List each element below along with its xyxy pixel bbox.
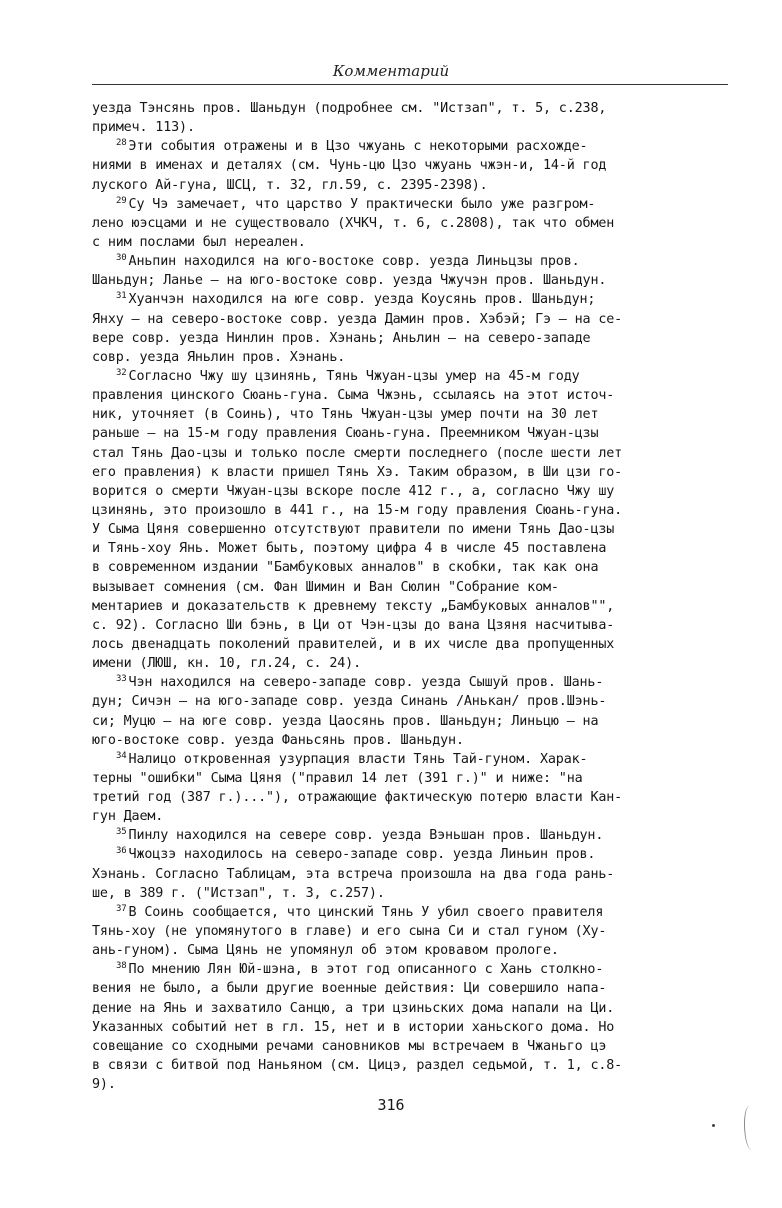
note-34-first-line xyxy=(92,750,732,769)
text-line xyxy=(92,635,732,654)
line-text: имени (ЛЮШ, кн. 10, гл.24, с. 24). xyxy=(92,656,362,672)
line-text: ворится о смерти Чжуан-цзы вскоре после 412 г., а, согласно Чжу шу xyxy=(92,483,615,499)
text-line xyxy=(92,865,732,884)
line-text: правления цинского Сюань-гуна. Сыма Чжэнь, ссылаясь на этот источ- xyxy=(92,388,615,404)
line-text: У Сыма Цяня совершенно отсутствуют правители по имени Тянь Дао-цзы xyxy=(92,522,615,538)
text-line xyxy=(92,386,732,405)
line-text: луского Ай-гуна, ШСЦ, т. 32, гл.59, с. 2395-2398). xyxy=(92,177,488,193)
line-text: Хэнань. Согласно Таблицам, эта встреча произошла на два года рань- xyxy=(92,866,615,882)
footnote-number: 33 xyxy=(116,674,127,685)
text-line xyxy=(92,597,732,616)
line-text: Тянь-хоу (не упомянутого в главе) и его сына Си и стал гуном (Ху- xyxy=(92,924,607,940)
footnote-number: 30 xyxy=(116,253,127,264)
page-number: 316 xyxy=(377,1096,405,1114)
line-text: Янху — на северо-востоке совр. уезда Дамин пров. Хэбэй; Гэ — на се- xyxy=(92,311,623,327)
line-text: В Соинь сообщается, что цинский Тянь У убил своего правителя xyxy=(128,904,604,920)
text-line xyxy=(92,118,732,137)
text-line xyxy=(92,271,732,290)
line-text: дун; Сичэн — на юго-западе совр. уезда Синань /Анькан/ пров.Шэнь- xyxy=(92,694,607,710)
text-line xyxy=(92,463,732,482)
text-line xyxy=(92,156,732,175)
line-text: Аньпин находился на юго-востоке совр. уезда Линьцзы пров. xyxy=(128,254,580,270)
text-line xyxy=(92,444,732,463)
note-31-first-line xyxy=(92,290,732,309)
line-text: с. 92). Согласно Ши бэнь, в Ци от Чэн-цзы до вана Цзяня насчитыва- xyxy=(92,617,615,633)
text-line xyxy=(92,654,732,673)
text-line xyxy=(92,214,732,233)
note-38-first-line xyxy=(92,960,732,979)
line-text: терны "ошибки" Сыма Цяня ("правил 14 лет (391 г.)" и ниже: "на xyxy=(92,770,583,786)
line-text: ань-гуном). Сыма Цянь не упомянул об этом кровавом прологе. xyxy=(92,943,559,959)
line-text: в связи с битвой под Наньяном (см. Цицэ, раздел седьмой, т. 1, с.8- xyxy=(92,1058,623,1074)
line-text: Указанных событий нет в гл. 15, нет и в истории ханьского дома. Но xyxy=(92,1019,615,1035)
text-line xyxy=(92,329,732,348)
line-text: его правления) к власти пришел Тянь Хэ. Таким образом, в Ши цзи го- xyxy=(92,464,623,480)
text-line xyxy=(92,424,732,443)
line-text: в современном издании "Бамбуковых анналов" в скобки, так как она xyxy=(92,560,599,576)
text-line xyxy=(92,558,732,577)
line-text: совр. уезда Яньлин пров. Хэнань. xyxy=(92,349,346,365)
line-text: с ним послами был нереален. xyxy=(92,234,306,250)
scan-speck xyxy=(712,1124,715,1127)
line-text: юго-востоке совр. уезда Фаньсянь пров. Шаньдун. xyxy=(92,732,464,748)
line-text: совещание со сходными речами сановников мы встречаем в Чжаньго цэ xyxy=(92,1038,607,1054)
line-text: уезда Тэнсянь пров. Шаньдун (подробнее см. "Истзап", т. 5, с.238, xyxy=(92,101,607,116)
footnote-number: 34 xyxy=(116,750,127,761)
line-text: вере совр. уезда Нинлин пров. Хэнань; Аньлин — на северо-западе xyxy=(92,330,591,346)
line-text: третий год (387 г.)..."), отражающие фактическую потерю власти Кан- xyxy=(92,790,623,806)
text-line xyxy=(92,884,732,903)
scan-scratch xyxy=(744,1106,757,1150)
text-line xyxy=(92,99,732,118)
line-text: лено юэсцами и не существовало (ХЧКЧ, т. 6, с.2808), так что обмен xyxy=(92,215,615,231)
text-line xyxy=(92,233,732,252)
text-line xyxy=(92,941,732,960)
text-line xyxy=(92,1075,732,1094)
text-line xyxy=(92,922,732,941)
note-36-first-line xyxy=(92,845,732,864)
text-line xyxy=(92,578,732,597)
line-text: цзинянь, это произошло в 441 г., на 15-м году правления Сюань-гуна. xyxy=(92,502,623,518)
line-text: вызывает сомнения (см. Фан Шимин и Ван Сюлин "Собрание ком- xyxy=(92,579,559,595)
commentary-body xyxy=(92,99,732,1094)
text-line xyxy=(92,999,732,1018)
text-line xyxy=(92,176,732,195)
line-text: Эти события отражены и в Цзо чжуань с некоторыми расхожде- xyxy=(128,139,588,155)
text-line xyxy=(92,520,732,539)
footnote-number: 29 xyxy=(116,195,127,206)
line-text: ниями в именах и деталях (см. Чунь-цю Цзо чжуань чжэн-и, 14-й год xyxy=(92,158,607,174)
note-28-first-line xyxy=(92,137,732,156)
text-line xyxy=(92,310,732,329)
text-line xyxy=(92,979,732,998)
note-30-first-line xyxy=(92,252,732,271)
text-line xyxy=(92,501,732,520)
line-text: ментариев и доказательств к древнему тексту „Бамбуковых анналов"", xyxy=(92,598,615,614)
line-text: гун Даем. xyxy=(92,809,164,825)
line-text: Согласно Чжу шу цзинянь, Тянь Чжуан-цзы умер на 45-м году xyxy=(128,368,580,384)
line-text: ше, в 389 г. ("Истзап", т. 3, с.257). xyxy=(92,885,385,901)
footnote-number: 35 xyxy=(116,827,127,838)
line-text: примеч. 113). xyxy=(92,120,195,136)
note-35-first-line xyxy=(92,826,732,845)
text-line xyxy=(92,482,732,501)
line-text: стал Тянь Дао-цзы и только после смерти последнего (после шести лет xyxy=(92,445,623,461)
line-text: Пинлу находился на севере совр. уезда Вэньшан пров. Шаньдун. xyxy=(128,828,604,844)
text-line xyxy=(92,405,732,424)
text-line xyxy=(92,788,732,807)
footnote-number: 31 xyxy=(116,291,127,302)
footnote-number: 36 xyxy=(116,846,127,857)
line-text: и Тянь-хоу Янь. Может быть, поэтому цифра 4 в числе 45 поставлена xyxy=(92,541,607,557)
text-line xyxy=(92,348,732,367)
note-37-first-line xyxy=(92,903,732,922)
line-text: лось двенадцать поколений правителей, и в их числе два пропущенных xyxy=(92,636,615,652)
text-line xyxy=(92,1018,732,1037)
footnote-number: 37 xyxy=(116,903,127,914)
line-text: дение на Янь и захватило Санцю, а три цзиньских дома напали на Ци. xyxy=(92,1000,615,1016)
text-line xyxy=(92,692,732,711)
footnote-number: 32 xyxy=(116,367,127,378)
text-line xyxy=(92,731,732,750)
line-text: Чэн находился на северо-западе совр. уезда Сышуй пров. Шань- xyxy=(128,675,604,691)
line-text: По мнению Лян Юй-шэна, в этот год описанного с Хань столкно- xyxy=(128,962,604,978)
line-text: Налицо откровенная узурпация власти Тянь Тай-гуном. Харак- xyxy=(128,751,588,767)
text-line xyxy=(92,539,732,558)
text-line xyxy=(92,769,732,788)
line-text: Су Чэ замечает, что царство У практически было уже разгром- xyxy=(128,196,596,212)
running-header: Комментарий xyxy=(332,62,450,80)
text-line xyxy=(92,807,732,826)
line-text: раньше — на 15-м году правления Сюань-гуна. Преемником Чжуан-цзы xyxy=(92,426,599,442)
note-33-first-line xyxy=(92,673,732,692)
line-text: Хуанчэн находился на юге совр. уезда Коусянь пров. Шаньдун; xyxy=(128,292,596,308)
text-line xyxy=(92,1037,732,1056)
line-text: си; Муцю — на юге совр. уезда Цаосянь пров. Шаньдун; Линьцю — на xyxy=(92,713,599,729)
line-text: 9). xyxy=(92,1077,116,1093)
text-line xyxy=(92,616,732,635)
line-text: вения не было, а были другие военные действия: Ци совершило напа- xyxy=(92,981,607,997)
note-32-first-line xyxy=(92,367,732,386)
text-line xyxy=(92,712,732,731)
header-rule xyxy=(92,84,728,85)
line-text: Шаньдун; Ланье — на юго-востоке совр. уезда Чжучэн пров. Шаньдун. xyxy=(92,273,607,289)
note-29-first-line xyxy=(92,195,732,214)
line-text: ник, уточняет (в Соинь), что Тянь Чжуан-цзы умер почти на 30 лет xyxy=(92,407,599,423)
footnote-number: 28 xyxy=(116,138,127,149)
footnote-number: 38 xyxy=(116,961,127,972)
line-text: Чжоцзэ находилось на северо-западе совр. уезда Линьин пров. xyxy=(128,847,596,863)
text-line xyxy=(92,1056,732,1075)
